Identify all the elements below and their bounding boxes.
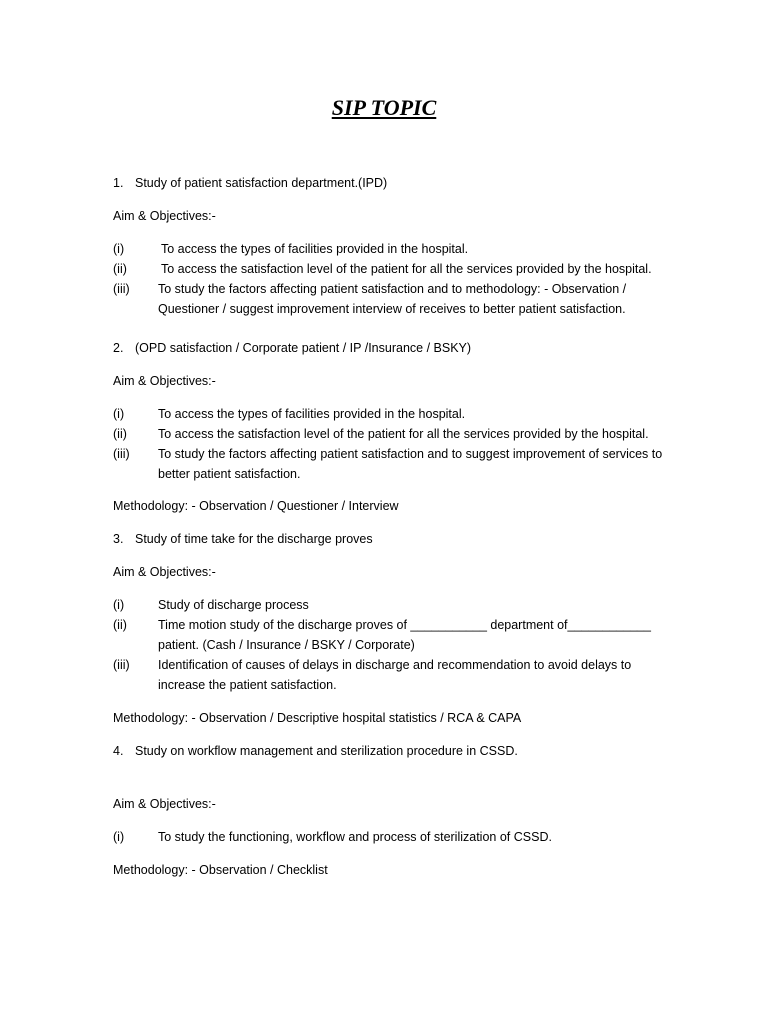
section-4-heading	[113, 741, 518, 761]
objective-marker: (i)	[113, 598, 125, 612]
objective-marker: (iii)	[113, 658, 130, 672]
section-4-aim-label: Aim & Objectives:-	[113, 797, 216, 811]
objective-marker: (i)	[113, 830, 125, 844]
section-2-methodology: Methodology: - Observation / Questioner / Interview	[113, 499, 399, 513]
section-1-objective-2	[113, 259, 683, 279]
section-1-heading	[113, 173, 387, 193]
section-number: 3.	[113, 532, 124, 546]
section-2-objective-1	[113, 404, 683, 424]
objective-text: To access the types of facilities provided in the hospital.	[158, 407, 466, 421]
section-4-objective-1	[113, 827, 683, 847]
section-3-methodology: Methodology: - Observation / Descriptive hospital statistics / RCA & CAPA	[113, 711, 522, 725]
section-2-aim-label: Aim & Objectives:-	[113, 374, 216, 388]
section-heading-text: (OPD satisfaction / Corporate patient / IP /Insurance / BSKY)	[135, 341, 472, 355]
objective-text: Study of discharge process	[158, 598, 309, 612]
objective-text: To study the factors affecting patient satisfaction and to methodology: - Observation / Questioner / suggest improvement interview of receives to better patient satisfaction.	[158, 282, 627, 316]
objective-marker: (iii)	[113, 447, 130, 461]
section-heading-text: Study of patient satisfaction department.(IPD)	[135, 176, 388, 190]
objective-marker: (ii)	[113, 262, 127, 276]
objective-text: To access the types of facilities provided in the hospital.	[161, 242, 469, 256]
section-heading-text: Study of time take for the discharge proves	[135, 532, 373, 546]
section-number: 2.	[113, 341, 124, 355]
section-3-objective-3	[113, 655, 648, 695]
objective-marker: (i)	[113, 407, 125, 421]
objective-text: To study the factors affecting patient satisfaction and to suggest improvement of services to better patient satisfaction.	[158, 447, 663, 481]
objective-text: To study the functioning, workflow and process of sterilization of CSSD.	[158, 830, 552, 844]
section-3-heading	[113, 529, 373, 549]
section-1-aim-label: Aim & Objectives:-	[113, 209, 216, 223]
section-2-objective-2	[113, 424, 683, 444]
objective-marker: (i)	[113, 242, 125, 256]
objective-marker: (ii)	[113, 618, 127, 632]
objective-marker: (ii)	[113, 427, 127, 441]
section-1-objective-3	[113, 279, 648, 319]
objective-text: Identification of causes of delays in discharge and recommendation to avoid delays to increase the patient satisfaction.	[158, 658, 632, 692]
objective-marker: (iii)	[113, 282, 130, 296]
objective-text: To access the satisfaction level of the patient for all the services provided by the hospital.	[161, 262, 652, 276]
section-3-aim-label: Aim & Objectives:-	[113, 565, 216, 579]
section-2-heading	[113, 338, 471, 358]
section-heading-text: Study on workflow management and sterilization procedure in CSSD.	[135, 744, 518, 758]
section-number: 1.	[113, 176, 124, 190]
section-number: 4.	[113, 744, 124, 758]
section-3-objective-1	[113, 595, 683, 615]
section-2-objective-3	[113, 444, 683, 484]
section-1-objective-1	[113, 239, 683, 259]
section-4-methodology: Methodology: - Observation / Checklist	[113, 863, 328, 877]
page-title: SIP TOPIC	[331, 95, 437, 120]
objective-text: Time motion study of the discharge proves of ___________ department of____________ patient. (Cash / Insurance / BSKY / Corporate)	[158, 618, 651, 652]
objective-text: To access the satisfaction level of the patient for all the services provided by the hospital.	[158, 427, 649, 441]
section-3-objective-2	[113, 615, 668, 655]
